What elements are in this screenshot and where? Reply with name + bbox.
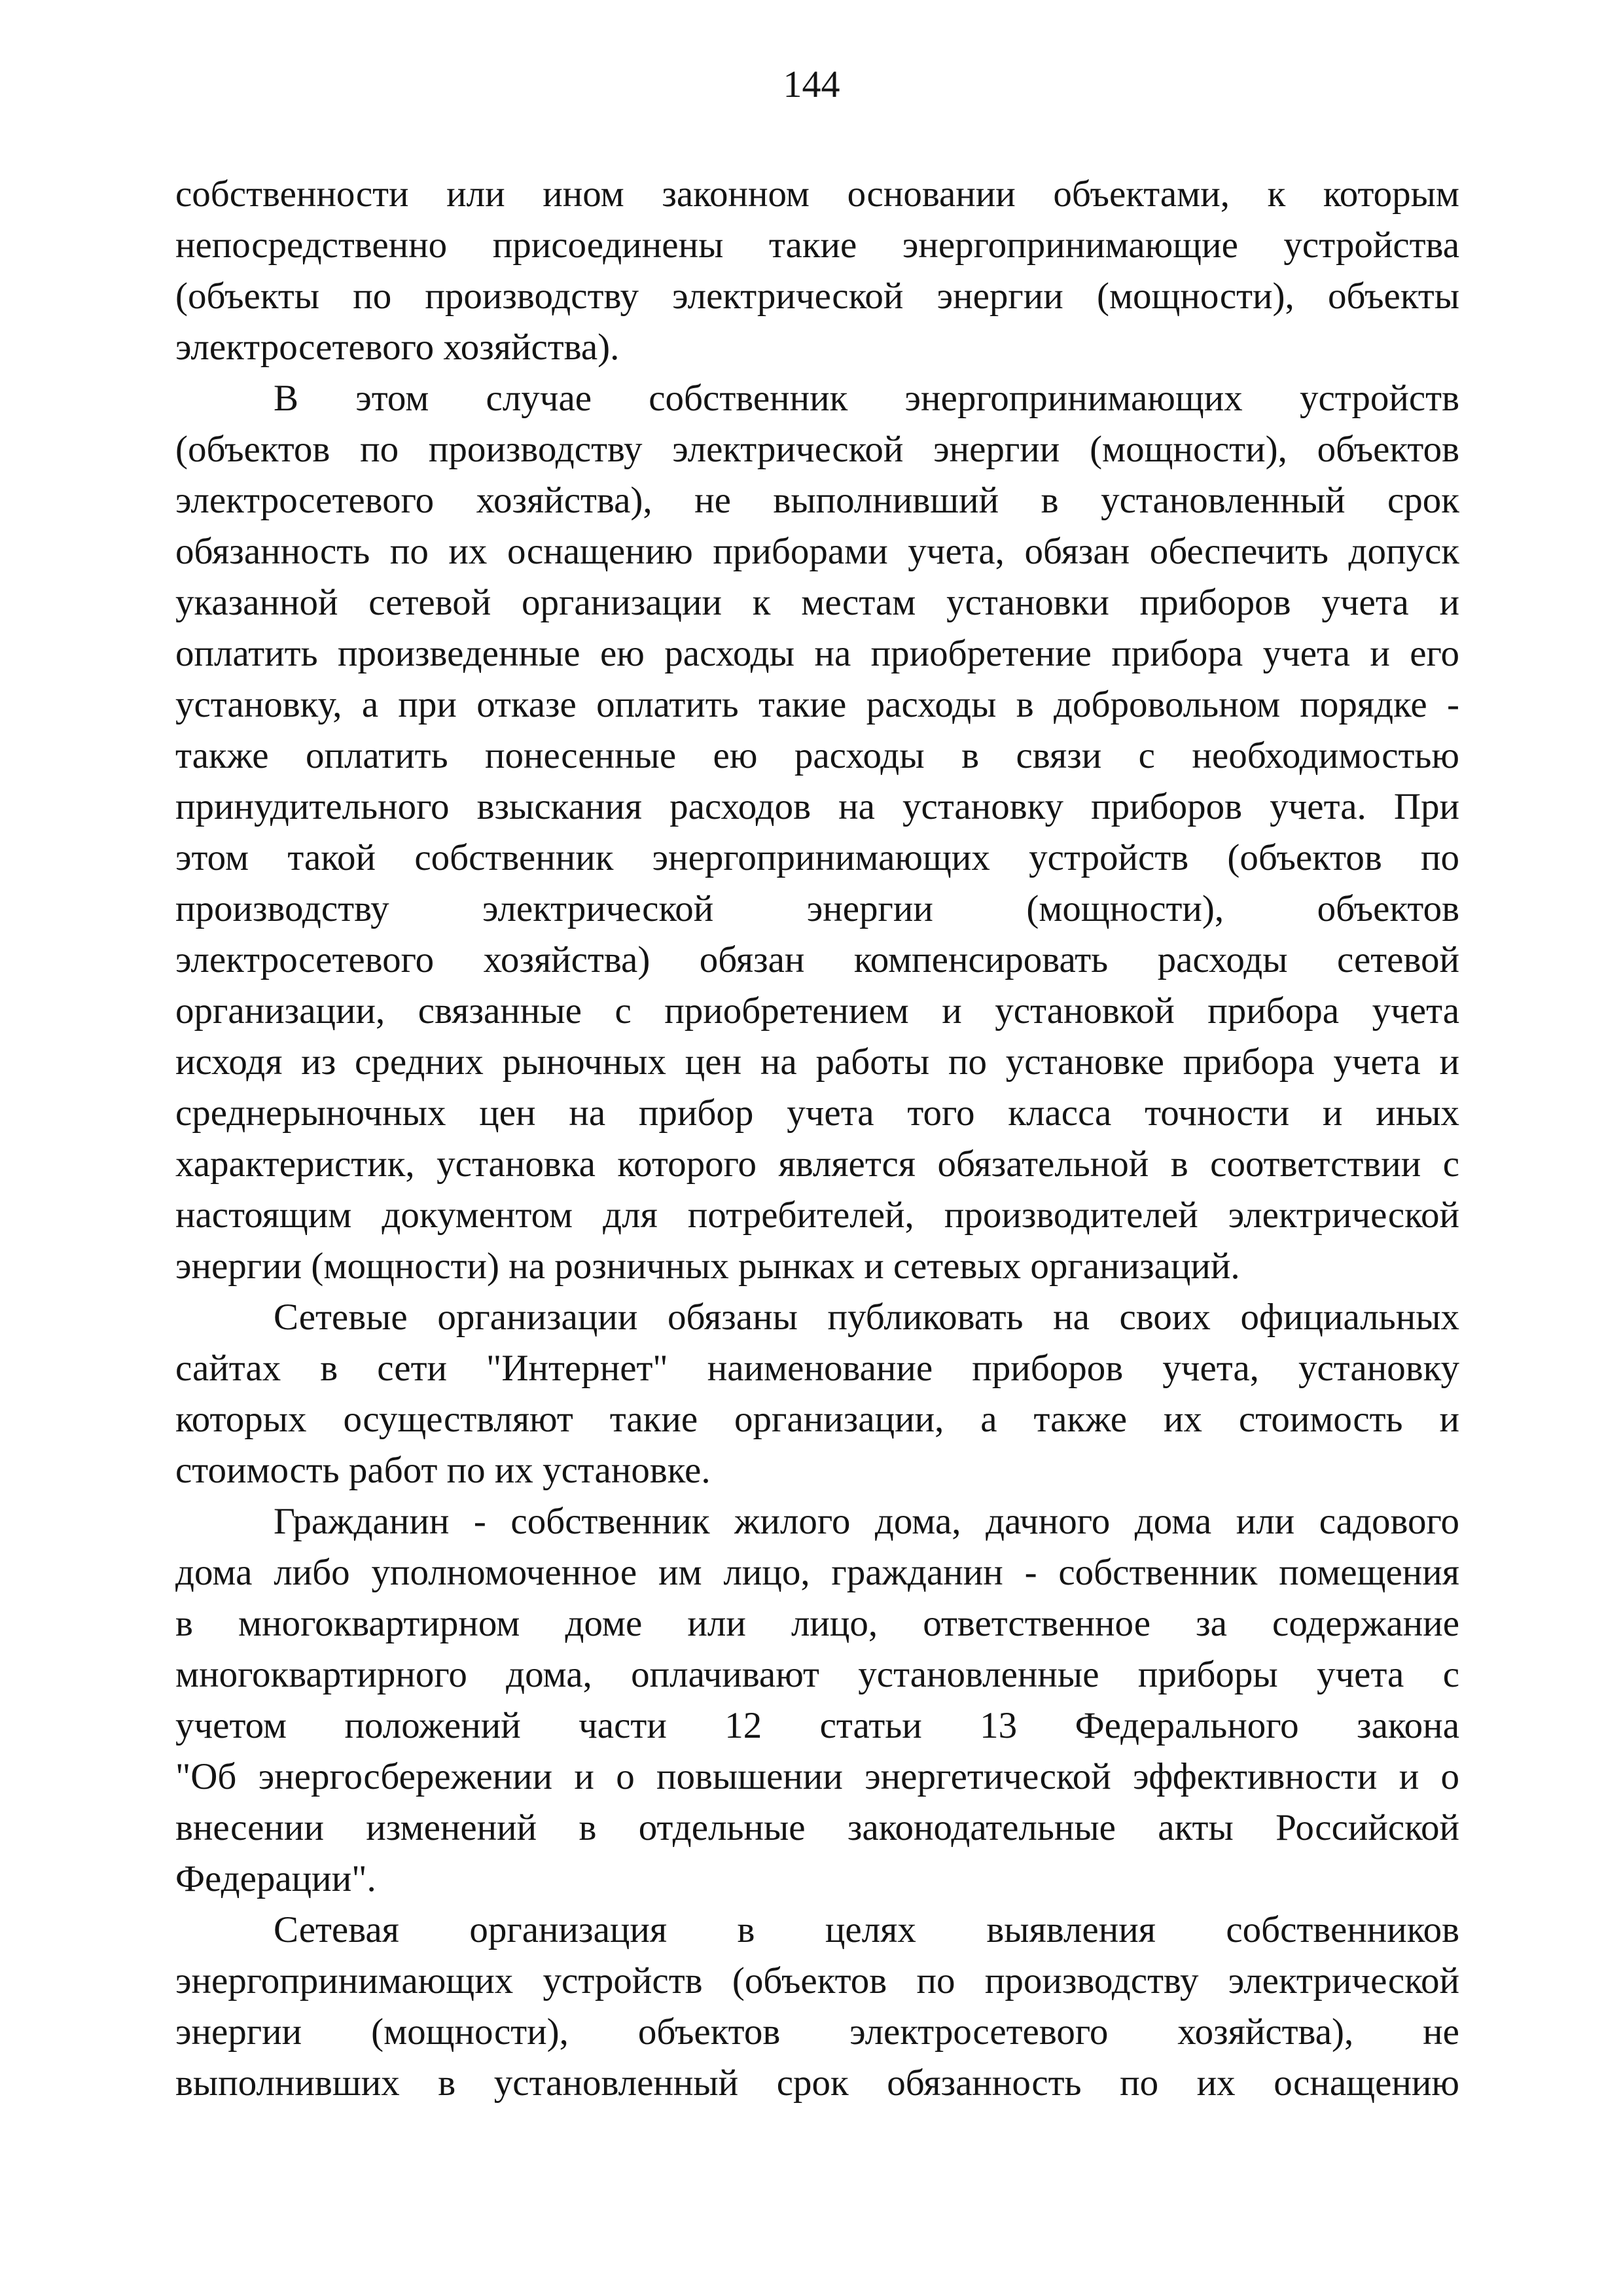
text-line: этом такой собственник энергопринимающих устройств (объектов по <box>175 837 1459 878</box>
text-line: Сетевые организации обязаны публиковать на своих официальных <box>274 1297 1459 1338</box>
text-line: энергии (мощности), объектов электросетевого хозяйства), не <box>175 2011 1459 2053</box>
text-line: энергии (мощности) на розничных рынках и сетевых организаций. <box>175 1246 1240 1287</box>
text-line: многоквартирного дома, оплачивают установленные приборы учета с <box>175 1654 1459 1695</box>
text-line: электросетевого хозяйства). <box>175 327 620 368</box>
text-line: Федерации". <box>175 1858 376 1899</box>
page-number: 144 <box>783 63 840 105</box>
paragraph-4 <box>175 1496 1459 1905</box>
paragraph-3 <box>175 1292 1459 1496</box>
text-line: непосредственно присоединены такие энергопринимающие устройства <box>175 224 1459 266</box>
text-line: установку, а при отказе оплатить такие расходы в добровольном порядке - <box>175 684 1459 725</box>
text-line: настоящим документом для потребителей, производителей электрической <box>175 1194 1459 1236</box>
text-line: в многоквартирном доме или лицо, ответственное за содержание <box>175 1603 1459 1644</box>
text-line: исходя из средних рыночных цен на работы по установке прибора учета и <box>175 1041 1459 1083</box>
text-line: также оплатить понесенные ею расходы в связи с необходимостью <box>175 735 1459 776</box>
text-line: собственности или ином законном основании объектами, к которым <box>175 173 1459 215</box>
text-line: указанной сетевой организации к местам установки приборов учета и <box>175 582 1459 623</box>
text-line: среднерыночных цен на прибор учета того класса точности и иных <box>175 1092 1459 1134</box>
text-line: характеристик, установка которого является обязательной в соответствии с <box>175 1143 1459 1185</box>
text-line: "Об энергосбережении и о повышении энергетической эффективности и о <box>175 1756 1459 1797</box>
text-line: (объектов по производству электрической энергии (мощности), объектов <box>175 429 1459 470</box>
text-line: дома либо уполномоченное им лицо, гражданин - собственник помещения <box>175 1552 1459 1593</box>
text-line: электросетевого хозяйства) обязан компенсировать расходы сетевой <box>175 939 1459 980</box>
paragraph-1 <box>175 169 1459 373</box>
text-line: электросетевого хозяйства), не выполнивший в установленный срок <box>175 480 1459 521</box>
text-line: (объекты по производству электрической энергии (мощности), объекты <box>175 276 1459 317</box>
document-body <box>175 169 1459 2109</box>
text-line: оплатить произведенные ею расходы на приобретение прибора учета и его <box>175 633 1459 674</box>
text-line: принудительного взыскания расходов на установку приборов учета. При <box>175 786 1459 827</box>
text-line: учетом положений части 12 статьи 13 Федерального закона <box>175 1705 1459 1746</box>
text-line: Сетевая организация в целях выявления собственников <box>274 1909 1459 1950</box>
text-line: обязанность по их оснащению приборами учета, обязан обеспечить допуск <box>175 531 1459 572</box>
text-line: производству электрической энергии (мощности), объектов <box>175 888 1459 929</box>
text-line: В этом случае собственник энергопринимающих устройств <box>274 378 1459 419</box>
text-line: Гражданин - собственник жилого дома, дачного дома или садового <box>274 1501 1459 1542</box>
text-line: выполнивших в установленный срок обязанность по их оснащению <box>175 2062 1459 2104</box>
text-line: внесении изменений в отдельные законодательные акты Российской <box>175 1807 1459 1848</box>
text-line: которых осуществляют такие организации, а также их стоимость и <box>175 1399 1459 1440</box>
paragraph-5 <box>175 1905 1459 2109</box>
text-line: сайтах в сети "Интернет" наименование приборов учета, установку <box>175 1348 1459 1389</box>
paragraph-2 <box>175 373 1459 1292</box>
text-line: организации, связанные с приобретением и установкой прибора учета <box>175 990 1459 1031</box>
text-line: стоимость работ по их установке. <box>175 1450 711 1491</box>
text-line: энергопринимающих устройств (объектов по производству электрической <box>175 1960 1459 2001</box>
